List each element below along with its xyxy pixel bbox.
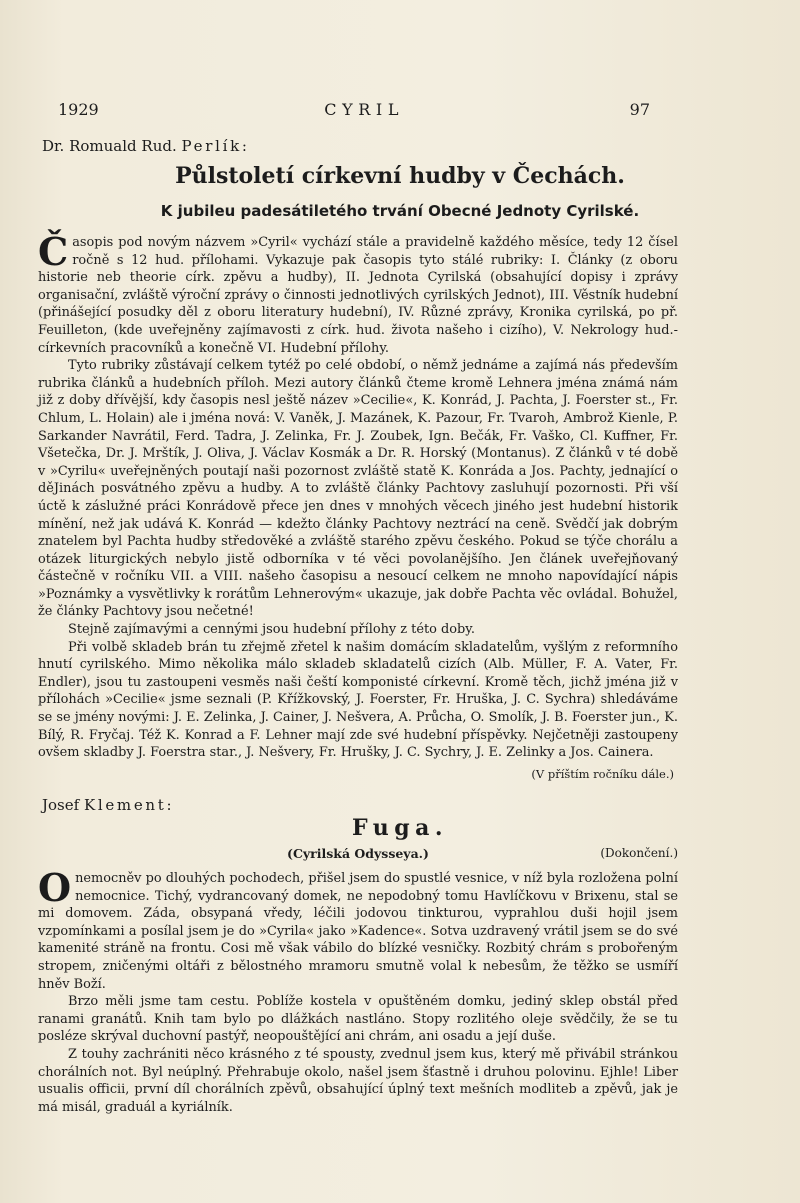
magazine-title: CYRIL xyxy=(324,100,405,119)
drop-cap: Č xyxy=(38,229,69,274)
article2-subtitle: (Cyrilská Odysseya.) xyxy=(287,846,429,861)
continued-note: (V příštím ročníku dále.) xyxy=(531,767,674,781)
author-prefix: Dr. Romuald Rud. xyxy=(42,137,177,155)
article2-body xyxy=(38,865,678,1116)
article1-author xyxy=(42,137,250,155)
author-surname: Klement: xyxy=(83,796,175,814)
paragraph: Stejně zajímavými a cennými jsou hudební přílohy z této doby. xyxy=(68,622,475,638)
paragraph: Při volbě skladeb brán tu zřejmě zřetel k našim domácím skladatelům, vyšlým z reformního hnutí cyrilského. Mimo několika málo skladeb skladatelů cizích (Alb. Müller, F. A. Vater, Fr. Endler), jsou tu zastoupeni vesměs naši čeští komponisté církevní. Kromě těch, jichž jména již v přílohách »Cecilie« jsme seznali (P. Křížkovský, J. Foerster, Fr. Hruška, J. C. Sychra) shledáváme se se jmény novými: J. E. Zelinka, J. Cainer, J. Nešvera, A. Průcha, O. Smolík, J. B. Foerster jun., K. Bílý, R. Fryčaj. Též K. Konrad a F. Lehner mají zde své hudební příspěvky. Nejčetněji zastoupeny ovšem skladby J. Foerstra star., J. Nešvery, Fr. Hrušky, J. C. Sychry, J. E. Zelinky a Jos. Cainera. xyxy=(38,639,678,761)
paragraph: Tyto rubriky zůstávají celkem tytéž po celé období, o němž jednáme a zajímá nás především rubrika článků a hudebních příloh. Mezi autory článků čteme kromě Lehnera jména známá nám již z doby dřívější, kdy časopis nesl ještě název »Cecilie«, K. Konrád, J. Pachta, J. Foerster st., Fr. Chlum, L. Holain) ale i jména nová: V. Vaněk, J. Mazánek, K. Pazour, Fr. Tvaroh, Ambrož Kienle, P. Sarkander Navrátil, Ferd. Tadra, J. Zelinka, Fr. J. Zoubek, Ign. Bečák, Fr. Vaško, Cl. Kuffner, Fr. Všetečka, Dr. J. Mrštík, J. Oliva, J. Václav Kosmák a Dr. R. Horský (Montanus). Z článků v té době v »Cyrilu« uveřejněných poutají naši pozornost zvláště statě K. Konráda a Jos. Pachty, jednající o děJinách posvátného zpěvu a hudby. A to zvláště články Pachtovy zasluhují pozornosti. Při vší úctě k záslužné práci Konrádově přece jen dnes v mnohých věcech jiného jest hudební historik mínění, než jak udává K. Konrád — kdežto články Pachtovy neztrácí na ceně. Svědčí jak dobrým znatelem byl Pachta hudby středověké a zvláště starého zpěvu českého. Pokud se týče chorálu a otázek liturgických nebylo jistě odborníka v té věci povolanějšího. Jen článek uveřejňovaný částečně v ročníku VII. a VIII. našeho časopisu a nesoucí celkem ne mnoho napovídající nápis »Poznámky a vysvětlivky k rorátům Lehnerovým« ukazuje, jak dobře Pachta věc ovládal. Bohužel, že články Pachtovy jsou nečetné! xyxy=(38,358,678,620)
issue-year: 1929 xyxy=(58,100,99,119)
drop-cap: O xyxy=(38,865,72,910)
paragraph: Z touhy zachrániti něco krásného z té spousty, zvednul jsem kus, který mě přivábil stránkou chorálních not. Byl neúplný. Přehrabuje okolo, našel jsem šťastně i druhou polovinu. Ejhle! Liber usualis officii, první díl chorálních zpěvů, obsahující úplný text mešních modliteb a zpěvů, jak je má misál, graduál a kyriálník. xyxy=(38,1046,678,1115)
article1-body xyxy=(38,229,678,762)
status-note: (Dokončení.) xyxy=(600,846,678,860)
article1-subtitle: K jubileu padesátiletého trvání Obecné Jednoty Cyrilské. xyxy=(160,202,640,220)
paragraph: Časopis pod novým názvem »Cyril« vychází stále a pravidelně každého měsíce, tedy 12 čísel ročně s 12 hud. přílohami. Vykazuje pak časopis tyto stálé rubriky: I. Články (z oboru historie neb theorie círk. zpěvu a hudby), II. Jednota Cyrilská (obsahující dopisy i zprávy organisační, zvláště výroční zprávy o činnosti jednotlivých cyrilských Jednot), III. Věstník hudební (přinášející posudky děl z oboru literatury hudební), IV. Různé zprávy, Kronika cyrilská, po př. Feuilleton, (kde uveřejněny zajímavosti z círk. hud. života našeho i cizího), V. Nekrology hud.-církevních pracovníků a konečně VI. Hudební přílohy. xyxy=(38,229,678,356)
article2-author xyxy=(42,796,174,814)
author-first: Josef xyxy=(42,796,80,814)
page-header xyxy=(58,100,650,119)
paragraph: Onemocněv po dlouhých pochodech, přišel jsem do spustlé vesnice, v níž byla rozložena polní nemocnice. Tichý, vydrancovaný domek, ne nepodobný tomu Havlíčkovu v Brixenu, stal se mi domovem. Záda, obsypaná vředy, léčili jodovou tinkturou, vyprahlou duši hojil jsem vzpomínkami a posílal jsem je do »Cyrila« jako »Kadence«. Sotva uzdravený vrátil jsem se do své kamenité stráně na frontu. Cosi mě však vábilo do blízké vesničky. Rozbitý chrám s probořeným stropem, zničenými oltáři z bělostného mramoru smutně volal k nebesům, že těžko se usmíří hněv Boží. xyxy=(38,865,678,992)
author-surname: Perlík: xyxy=(181,137,250,155)
page-number: 97 xyxy=(629,100,650,119)
paragraph: Brzo měli jsme tam cestu. Poblíže kostela v opuštěném domku, jediný sklep obstál před ranami granátů. Knih tam bylo po dlážkách nastláno. Stopy rozlitého oleje svědčily, že se tu posléze skrýval duchovní pastýř, neopouštějící ani chrám, ani osadu a její duše. xyxy=(38,994,678,1045)
article2-title: Fuga. xyxy=(351,815,449,841)
article1-title: Půlstoletí církevní hudby v Čechách. xyxy=(175,163,625,189)
